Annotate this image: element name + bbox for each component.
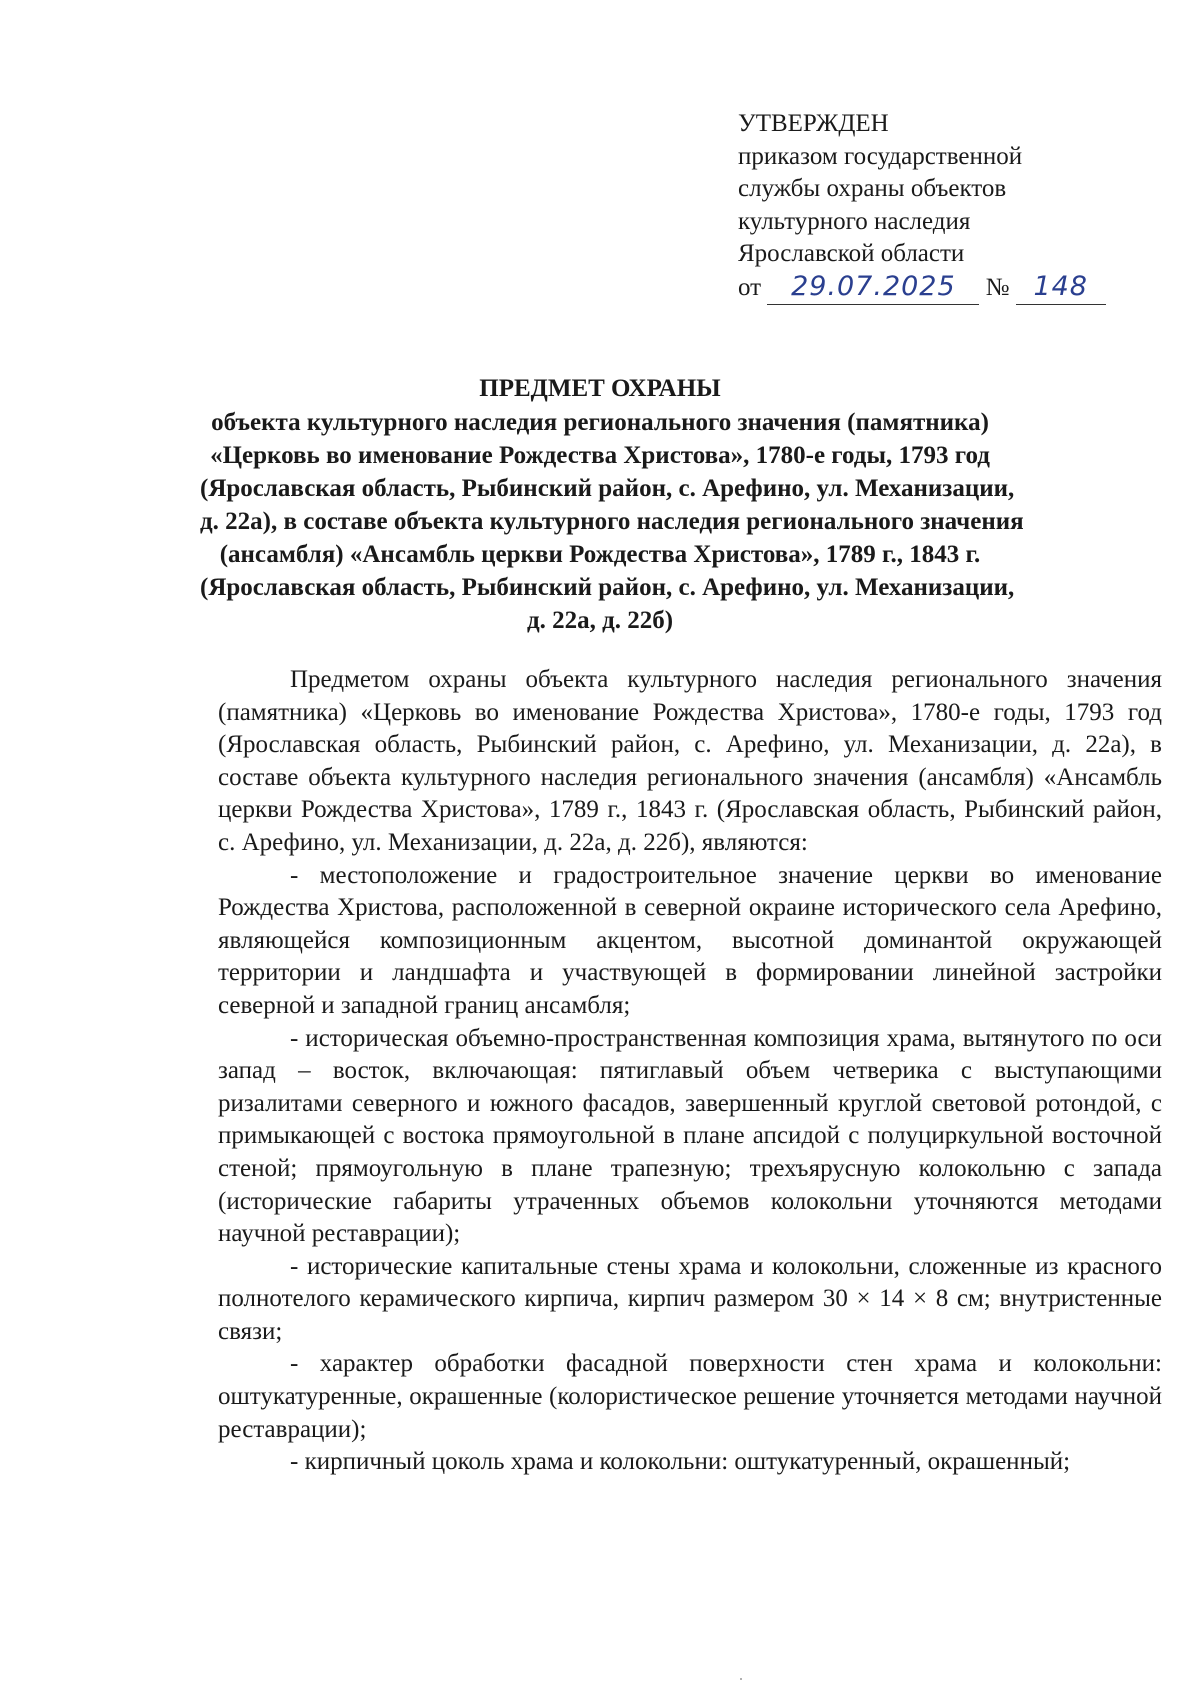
date-field [767,271,979,306]
document-body [218,664,1162,1479]
title-line: (Ярославская область, Рыбинский район, с. Арефино, ул. Механизации, [200,475,1015,502]
list-item-composition: - историческая объемно-пространственная композиция храма, вытянутого по оси запад – восток, включающая: пятиглавый объем четверика с выступающими ризалитами северного и южного фасадов, завершенный круглой световой ротондой, с примыкающей с востока прямоугольной в плане апсидой с полуциркульной восточной стеной; прямоугольную в плане трапезную; трехъярусную колокольню с запада (исторические габариты утраченных объемов колокольни уточняются методами научной реставрации); [218,1024,1162,1248]
title-line: объекта культурного наследия регионального значения (памятника) [211,409,989,436]
approval-heading: УТВЕРЖДЕН [738,110,889,137]
list-item-facade-finish: - характер обработки фасадной поверхности стен храма и колокольни: оштукатуренные, окрашенные (колористическое решение уточняется методами научной реставрации); [218,1350,1162,1443]
approval-stamp-block [738,108,1106,305]
approval-date-number-line [738,271,1106,306]
intro-paragraph: Предметом охраны объекта культурного наследия регионального значения (памятника) «Церковь во именование Рождества Христова», 1780-е годы, 1793 год (Ярославская область, Рыбинский район, с. Арефино, ул. Механизации, д. 22а), в составе объекта культурного наследия регионального значения (ансамбля) «Ансамбль церкви Рождества Христова», 1789 г., 1843 г. (Ярославская область, Рыбинский район, с. Арефино, ул. Механизации, д. 22а, д. 22б), являются: [218,666,1162,856]
title-line: д. 22а, д. 22б) [526,607,674,634]
handwritten-number: 148 [1033,270,1088,302]
handwritten-date: 29.07.2025 [791,270,956,302]
scan-speck [740,1678,742,1680]
document-title-block [200,372,1024,637]
approval-line: культурного наследия [738,207,971,235]
title-line: д. 22а), в составе объекта культурного наследия регионального значения [200,508,1024,535]
approval-line: приказом государственной [738,142,1023,170]
number-field [1016,271,1106,306]
approval-line: Ярославской области [738,240,965,267]
date-prefix: от [738,273,762,301]
title-line: (ансамбля) «Ансамбль церкви Рождества Христова», 1789 г., 1843 г. [219,541,981,568]
title-line: «Церковь во именование Рождества Христова», 1780-е годы, 1793 год [210,442,990,469]
title-line: (Ярославская область, Рыбинский район, с. Арефино, ул. Механизации, [200,574,1015,601]
approval-line: службы охраны объектов [738,175,1007,202]
list-item-plinth: - кирпичный цоколь храма и колокольни: оштукатуренный, окрашенный; [290,1448,1071,1476]
list-item-location: - местоположение и градостроительное значение церкви во именование Рождества Христова, расположенной в северной окраине исторического села Арефино, являющейся композиционным акцентом, высотной доминантой окружающей территории и ландшафта и участвующей в формировании линейной застройки северной и западной границ ансамбля; [218,861,1162,1019]
document-title: ПРЕДМЕТ ОХРАНЫ [479,375,721,402]
number-prefix: № [985,273,1010,301]
list-item-walls: - исторические капитальные стены храма и колокольни, сложенные из красного полнотелого керамического кирпича, кирпич размером 30 × 14 × 8 см; внутристенные связи; [218,1252,1162,1345]
